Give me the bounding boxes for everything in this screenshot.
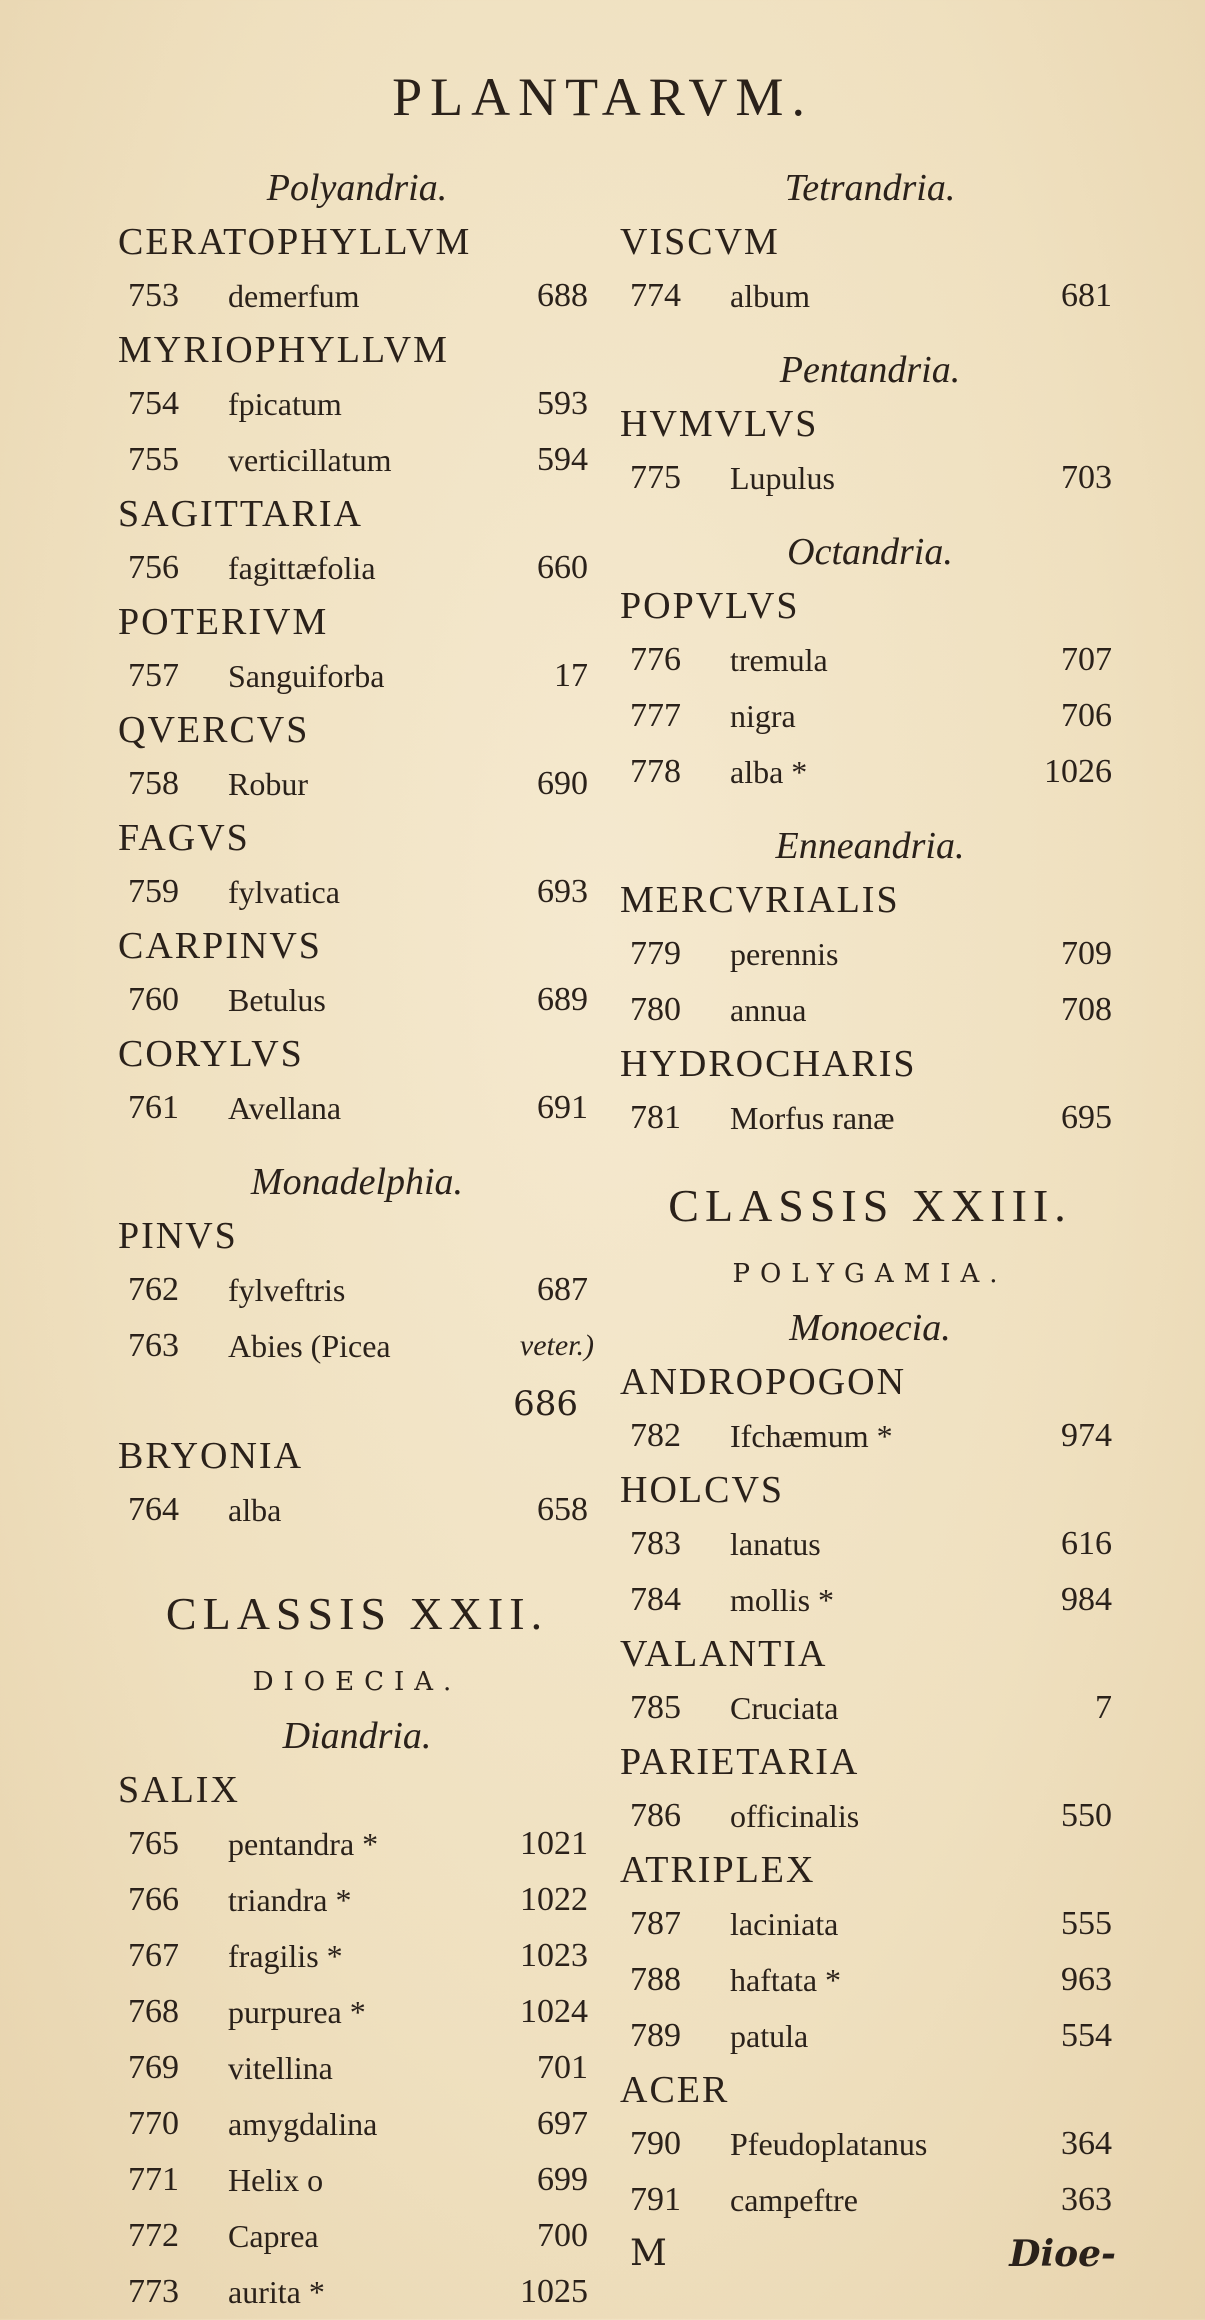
species-entry — [118, 1872, 596, 1928]
class-heading-xxiii: CLASSIS XXIII. — [668, 1180, 1072, 1231]
species-number: 757 — [128, 657, 179, 694]
order-heading-pentandria: Pentandria. — [779, 349, 961, 391]
genus-holcus: HOLCVS — [620, 1469, 785, 1511]
genus-acer: ACER — [620, 2069, 730, 2111]
species-name: Caprea — [228, 2218, 319, 2254]
species-name: Avellana — [228, 1090, 342, 1126]
species-name: demerfum — [228, 278, 360, 314]
species-number: 786 — [630, 1797, 681, 1834]
catchword: Dioe- — [1009, 2233, 1116, 2275]
species-entry — [118, 1318, 596, 1378]
species-number: 781 — [630, 1099, 681, 1136]
order-heading-monoecia: Monoecia. — [789, 1307, 951, 1349]
genus-fagus: FAGVS — [118, 817, 250, 859]
page-reference: 974 — [1061, 1417, 1112, 1454]
species-number: 766 — [128, 1881, 179, 1918]
order-heading-monadelphia: Monadelphia. — [250, 1161, 464, 1203]
page-reference: 701 — [537, 2049, 588, 2086]
species-number: 777 — [630, 697, 681, 734]
species-number: 758 — [128, 765, 179, 802]
page-reference: 963 — [1061, 1961, 1112, 1998]
species-number: 775 — [630, 459, 681, 496]
species-number: 755 — [128, 441, 179, 478]
species-entry — [118, 376, 596, 432]
page-reference: 709 — [1061, 935, 1112, 972]
page-footer — [620, 2228, 1120, 2280]
species-name: nigra — [730, 698, 796, 734]
species-entry — [118, 1984, 596, 2040]
page-reference: 691 — [537, 1089, 588, 1126]
genus-carpinus: CARPINVS — [118, 925, 322, 967]
species-name: Betulus — [228, 982, 326, 1018]
page-reference: 686 — [513, 1384, 578, 1424]
page-reference: 1022 — [520, 1881, 588, 1918]
species-number: 754 — [128, 385, 179, 422]
species-number: 756 — [128, 549, 179, 586]
species-entry — [118, 268, 596, 324]
species-name: tremula — [730, 642, 828, 678]
species-name: fylveftris — [228, 1272, 346, 1308]
genus-hydrocharis: HYDROCHARIS — [620, 1043, 917, 1085]
page-reference: 17 — [554, 657, 588, 694]
species-number: 761 — [128, 1089, 179, 1126]
genus-atriplex: ATRIPLEX — [620, 1849, 816, 1891]
page-reference-line — [118, 1378, 596, 1430]
species-number: 790 — [630, 2125, 681, 2162]
species-name: Lupulus — [730, 460, 835, 496]
species-name: fagittæfolia — [228, 550, 376, 586]
species-name: perennis — [730, 936, 839, 972]
genus-viscum: VISCVM — [620, 221, 780, 263]
genus-valantia: VALANTIA — [620, 1633, 828, 1675]
species-name: alba — [228, 1492, 282, 1528]
species-entry — [620, 744, 1120, 800]
species-number: 784 — [630, 1581, 681, 1618]
species-number: 753 — [128, 277, 179, 314]
species-entry — [118, 1080, 596, 1136]
page-reference: 1025 — [520, 2273, 588, 2310]
species-name: laciniata — [730, 1906, 839, 1942]
page-reference: 708 — [1061, 991, 1112, 1028]
left-column — [118, 160, 596, 2320]
species-name: Morfus ranæ — [730, 1100, 895, 1136]
genus-pinus: PINVS — [118, 1215, 238, 1257]
species-number: 782 — [630, 1417, 681, 1454]
species-name: Sanguiforba — [228, 658, 385, 694]
species-number: 773 — [128, 2273, 179, 2310]
species-number: 780 — [630, 991, 681, 1028]
page-reference: 690 — [537, 765, 588, 802]
species-number: 767 — [128, 1937, 179, 1974]
species-number: 763 — [128, 1327, 179, 1364]
species-name: Ifchæmum * — [730, 1418, 893, 1454]
species-name: vitellina — [228, 2050, 333, 2086]
species-entry — [620, 1408, 1120, 1464]
species-entry — [620, 1896, 1120, 1952]
page-title: PLANTARVM. — [392, 67, 813, 127]
page-reference: 984 — [1061, 1581, 1112, 1618]
species-number: 779 — [630, 935, 681, 972]
species-name: aurita * — [228, 2274, 325, 2310]
species-name: verticillatum — [228, 442, 392, 478]
page-reference: 699 — [537, 2161, 588, 2198]
genus-bryonia: BRYONIA — [118, 1435, 304, 1477]
species-name: annua — [730, 992, 807, 1028]
species-number: 776 — [630, 641, 681, 678]
page-reference: 363 — [1061, 2181, 1112, 2218]
species-name: officinalis — [730, 1798, 860, 1834]
species-name: fragilis * — [228, 1938, 343, 1974]
species-number: 769 — [128, 2049, 179, 2086]
species-number: 772 — [128, 2217, 179, 2254]
species-number: 768 — [128, 1993, 179, 2030]
order-heading-diandria: Diandria. — [282, 1715, 432, 1757]
species-entry — [620, 1952, 1120, 2008]
species-number: 785 — [630, 1689, 681, 1726]
species-name: Cruciata — [730, 1690, 839, 1726]
page-reference: 707 — [1061, 641, 1112, 678]
page-reference: 1021 — [520, 1825, 588, 1862]
species-entry — [620, 632, 1120, 688]
species-name: purpurea * — [228, 1994, 366, 2030]
page-reference: 7 — [1095, 1689, 1112, 1726]
genus-parietaria: PARIETARIA — [620, 1741, 860, 1783]
species-entry — [620, 982, 1120, 1038]
genus-ceratophyllum: CERATOPHYLLVM — [118, 221, 472, 263]
species-entry — [620, 2116, 1120, 2172]
species-entry — [118, 1262, 596, 1318]
genus-mercurialis: MERCVRIALIS — [620, 879, 900, 921]
species-name: lanatus — [730, 1526, 821, 1562]
order-heading-octandria: Octandria. — [787, 531, 953, 573]
page-reference: 658 — [537, 1491, 588, 1528]
species-number: 759 — [128, 873, 179, 910]
species-number: 791 — [630, 2181, 681, 2218]
page-reference: 700 — [537, 2217, 588, 2254]
species-entry — [118, 756, 596, 812]
species-number: 789 — [630, 2017, 681, 2054]
species-name: fpicatum — [228, 386, 342, 422]
species-entry — [620, 268, 1120, 324]
species-number: 787 — [630, 1905, 681, 1942]
order-heading-polyandria: Polyandria. — [266, 167, 448, 209]
genus-quercus: QVERCVS — [118, 709, 310, 751]
genus-andropogon: ANDROPOGON — [620, 1361, 907, 1403]
page-reference: 697 — [537, 2105, 588, 2142]
genus-humulus: HVMVLVS — [620, 403, 819, 445]
species-entry — [620, 1572, 1120, 1628]
species-name: fylvatica — [228, 874, 340, 910]
species-number: 783 — [630, 1525, 681, 1562]
genus-myriophyllum: MYRIOPHYLLVM — [118, 329, 449, 371]
species-number: 771 — [128, 2161, 179, 2198]
species-entry — [118, 864, 596, 920]
species-entry — [620, 1516, 1120, 1572]
species-entry — [620, 2172, 1120, 2228]
page-reference: 555 — [1061, 1905, 1112, 1942]
page-reference: 594 — [537, 441, 588, 478]
class-heading-xxii: CLASSIS XXII. — [165, 1588, 549, 1639]
species-name: Abies (Picea — [228, 1328, 391, 1364]
species-entry — [118, 2096, 596, 2152]
species-name-continuation: veter.) — [519, 1329, 594, 1362]
species-entry — [118, 1816, 596, 1872]
signature-mark: M — [630, 2233, 667, 2274]
species-number: 770 — [128, 2105, 179, 2142]
page-reference: 695 — [1061, 1099, 1112, 1136]
page-reference: 550 — [1061, 1797, 1112, 1834]
species-entry — [118, 2152, 596, 2208]
species-entry — [118, 540, 596, 596]
genus-poterium: POTERIVM — [118, 601, 329, 643]
species-entry — [118, 2208, 596, 2264]
page-reference: 693 — [537, 873, 588, 910]
right-column — [620, 160, 1120, 2280]
species-name: Helix o — [228, 2162, 324, 2198]
species-number: 788 — [630, 1961, 681, 1998]
species-name: pentandra * — [228, 1826, 379, 1862]
species-number: 762 — [128, 1271, 179, 1308]
species-number: 778 — [630, 753, 681, 790]
species-entry — [118, 972, 596, 1028]
species-number: 774 — [630, 277, 681, 314]
page-reference: 689 — [537, 981, 588, 1018]
species-entry — [118, 2264, 596, 2320]
species-entry — [118, 1482, 596, 1538]
page-reference: 1026 — [1044, 753, 1112, 790]
species-name: mollis * — [730, 1582, 835, 1618]
genus-salix: SALIX — [118, 1769, 240, 1811]
ordo-heading-polygamia: POLYGAMIA. — [732, 1259, 1008, 1289]
page-reference: 681 — [1061, 277, 1112, 314]
species-name: patula — [730, 2018, 809, 2054]
species-name: campeftre — [730, 2182, 858, 2218]
order-heading-tetrandria: Tetrandria. — [784, 167, 956, 209]
page-reference: 688 — [537, 277, 588, 314]
genus-corylus: CORYLVS — [118, 1033, 304, 1075]
species-name: haftata * — [730, 1962, 842, 1998]
species-entry — [118, 2040, 596, 2096]
species-entry — [620, 926, 1120, 982]
species-name: album — [730, 278, 810, 314]
species-entry — [620, 688, 1120, 744]
species-entry — [118, 648, 596, 704]
species-entry — [118, 432, 596, 488]
species-number: 760 — [128, 981, 179, 1018]
page-reference: 687 — [537, 1271, 588, 1308]
page-reference: 706 — [1061, 697, 1112, 734]
ordo-heading-dioecia: DIOECIA. — [252, 1667, 462, 1697]
page-reference: 1023 — [520, 1937, 588, 1974]
species-entry — [118, 1928, 596, 1984]
page-reference: 364 — [1061, 2125, 1112, 2162]
species-entry — [620, 2008, 1120, 2064]
species-name: Pfeudoplatanus — [730, 2126, 928, 2162]
species-entry — [620, 1090, 1120, 1146]
page-reference: 660 — [537, 549, 588, 586]
species-name: alba * — [730, 754, 808, 790]
page-reference: 703 — [1061, 459, 1112, 496]
species-entry — [620, 1788, 1120, 1844]
genus-populus: POPVLVS — [620, 585, 800, 627]
page-reference: 554 — [1061, 2017, 1112, 2054]
species-name: amygdalina — [228, 2106, 378, 2142]
species-name: Robur — [228, 766, 308, 802]
species-entry — [620, 1680, 1120, 1736]
genus-sagittaria: SAGITTARIA — [118, 493, 363, 535]
page-reference: 1024 — [520, 1993, 588, 2030]
order-heading-enneandria: Enneandria. — [775, 825, 965, 867]
species-entry — [620, 450, 1120, 506]
species-name: triandra * — [228, 1882, 352, 1918]
species-number: 764 — [128, 1491, 179, 1528]
page-reference: 593 — [537, 385, 588, 422]
page-reference: 616 — [1061, 1525, 1112, 1562]
species-number: 765 — [128, 1825, 179, 1862]
